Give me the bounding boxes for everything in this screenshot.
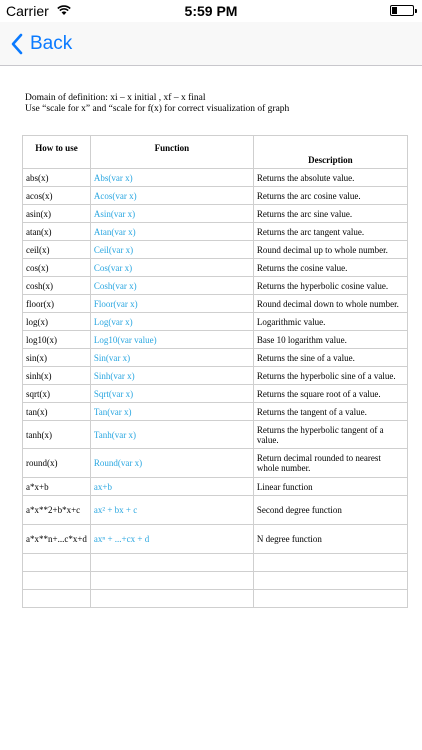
table-row-empty <box>23 572 408 590</box>
navigation-bar <box>0 22 422 66</box>
intro-line-2: Use “scale for x” and “scale for f(x) for correct visualization of graph <box>25 104 290 114</box>
how-cell: a*x**n+...c*x+d <box>23 525 91 554</box>
description-cell: N degree function <box>253 525 407 554</box>
table-row-empty <box>23 590 408 608</box>
table-row <box>23 295 408 313</box>
description-cell: Base 10 logarithm value. <box>253 331 407 349</box>
clock: 5:59 PM <box>184 3 238 19</box>
header-description: Description <box>253 136 407 169</box>
how-cell: a*x+b <box>23 478 91 496</box>
function-cell: Sinh(var x) <box>90 367 253 385</box>
table-row <box>23 525 408 554</box>
table-row <box>23 313 408 331</box>
description-cell: Return decimal rounded to nearest whole number. <box>253 449 407 478</box>
table-row <box>23 449 408 478</box>
description-cell: Linear function <box>253 478 407 496</box>
table-row <box>23 367 408 385</box>
how-cell: atan(x) <box>23 223 91 241</box>
table-row <box>23 187 408 205</box>
description-cell: Returns the arc sine value. <box>253 205 407 223</box>
function-cell: Asin(var x) <box>90 205 253 223</box>
table-row <box>23 169 408 187</box>
table-row <box>23 241 408 259</box>
table-row <box>23 277 408 295</box>
description-cell: Logarithmic value. <box>253 313 407 331</box>
how-cell: asin(x) <box>23 205 91 223</box>
how-cell: round(x) <box>23 449 91 478</box>
function-cell: Sqrt(var x) <box>90 385 253 403</box>
how-cell: cos(x) <box>23 259 91 277</box>
function-cell: ax² + bx + c <box>90 496 253 525</box>
description-cell: Returns the hyperbolic tangent of a value. <box>253 421 407 449</box>
function-cell: Log(var x) <box>90 313 253 331</box>
description-cell: Returns the tangent of a value. <box>253 403 407 421</box>
description-cell: Round decimal up to whole number. <box>253 241 407 259</box>
function-cell: Atan(var x) <box>90 223 253 241</box>
how-cell: sqrt(x) <box>23 385 91 403</box>
table-row <box>23 478 408 496</box>
function-cell: Acos(var x) <box>90 187 253 205</box>
function-cell: Round(var x) <box>90 449 253 478</box>
description-cell: Round decimal down to whole number. <box>253 295 407 313</box>
table-row <box>23 385 408 403</box>
function-cell: Tanh(var x) <box>90 421 253 449</box>
table-row <box>23 349 408 367</box>
description-cell: Returns the hyperbolic cosine value. <box>253 277 407 295</box>
function-cell: axⁿ + ...+cx + d <box>90 525 253 554</box>
table-row <box>23 331 408 349</box>
function-cell: ax+b <box>90 478 253 496</box>
table-row <box>23 223 408 241</box>
description-cell: Returns the cosine value. <box>253 259 407 277</box>
table-row-empty <box>23 554 408 572</box>
how-cell: floor(x) <box>23 295 91 313</box>
battery-icon <box>390 5 414 16</box>
intro-line-1: Domain of definition: xi – x initial , xf – x final <box>25 93 206 103</box>
how-cell: acos(x) <box>23 187 91 205</box>
how-cell: tan(x) <box>23 403 91 421</box>
table-row <box>23 403 408 421</box>
back-button[interactable] <box>10 29 72 59</box>
function-cell: Cosh(var x) <box>90 277 253 295</box>
description-cell: Returns the square root of a value. <box>253 385 407 403</box>
functions-table <box>22 135 408 608</box>
header-function: Function <box>90 136 253 169</box>
description-cell: Second degree function <box>253 496 407 525</box>
header-how-to-use: How to use <box>23 136 91 169</box>
description-cell: Returns the arc cosine value. <box>253 187 407 205</box>
description-cell: Returns the sine of a value. <box>253 349 407 367</box>
how-cell: cosh(x) <box>23 277 91 295</box>
how-cell: tanh(x) <box>23 421 91 449</box>
how-cell: sin(x) <box>23 349 91 367</box>
function-cell: Sin(var x) <box>90 349 253 367</box>
function-cell: Floor(var x) <box>90 295 253 313</box>
table-row <box>23 496 408 525</box>
status-bar <box>0 0 422 22</box>
how-cell: log(x) <box>23 313 91 331</box>
function-cell: Abs(var x) <box>90 169 253 187</box>
chevron-left-icon <box>10 33 24 55</box>
table-row <box>23 421 408 449</box>
description-cell: Returns the hyperbolic sine of a value. <box>253 367 407 385</box>
back-label: Back <box>30 33 73 54</box>
function-cell: Cos(var x) <box>90 259 253 277</box>
function-cell: Ceil(var x) <box>90 241 253 259</box>
description-cell: Returns the absolute value. <box>253 169 407 187</box>
table-row <box>23 205 408 223</box>
function-cell: Tan(var x) <box>90 403 253 421</box>
how-cell: ceil(x) <box>23 241 91 259</box>
table-row <box>23 259 408 277</box>
how-cell: log10(x) <box>23 331 91 349</box>
description-cell: Returns the arc tangent value. <box>253 223 407 241</box>
how-cell: a*x**2+b*x+c <box>23 496 91 525</box>
function-cell: Log10(var value) <box>90 331 253 349</box>
how-cell: sinh(x) <box>23 367 91 385</box>
table-header-row <box>23 136 408 169</box>
how-cell: abs(x) <box>23 169 91 187</box>
intro-text <box>25 93 289 115</box>
carrier-label: Carrier <box>6 3 49 19</box>
